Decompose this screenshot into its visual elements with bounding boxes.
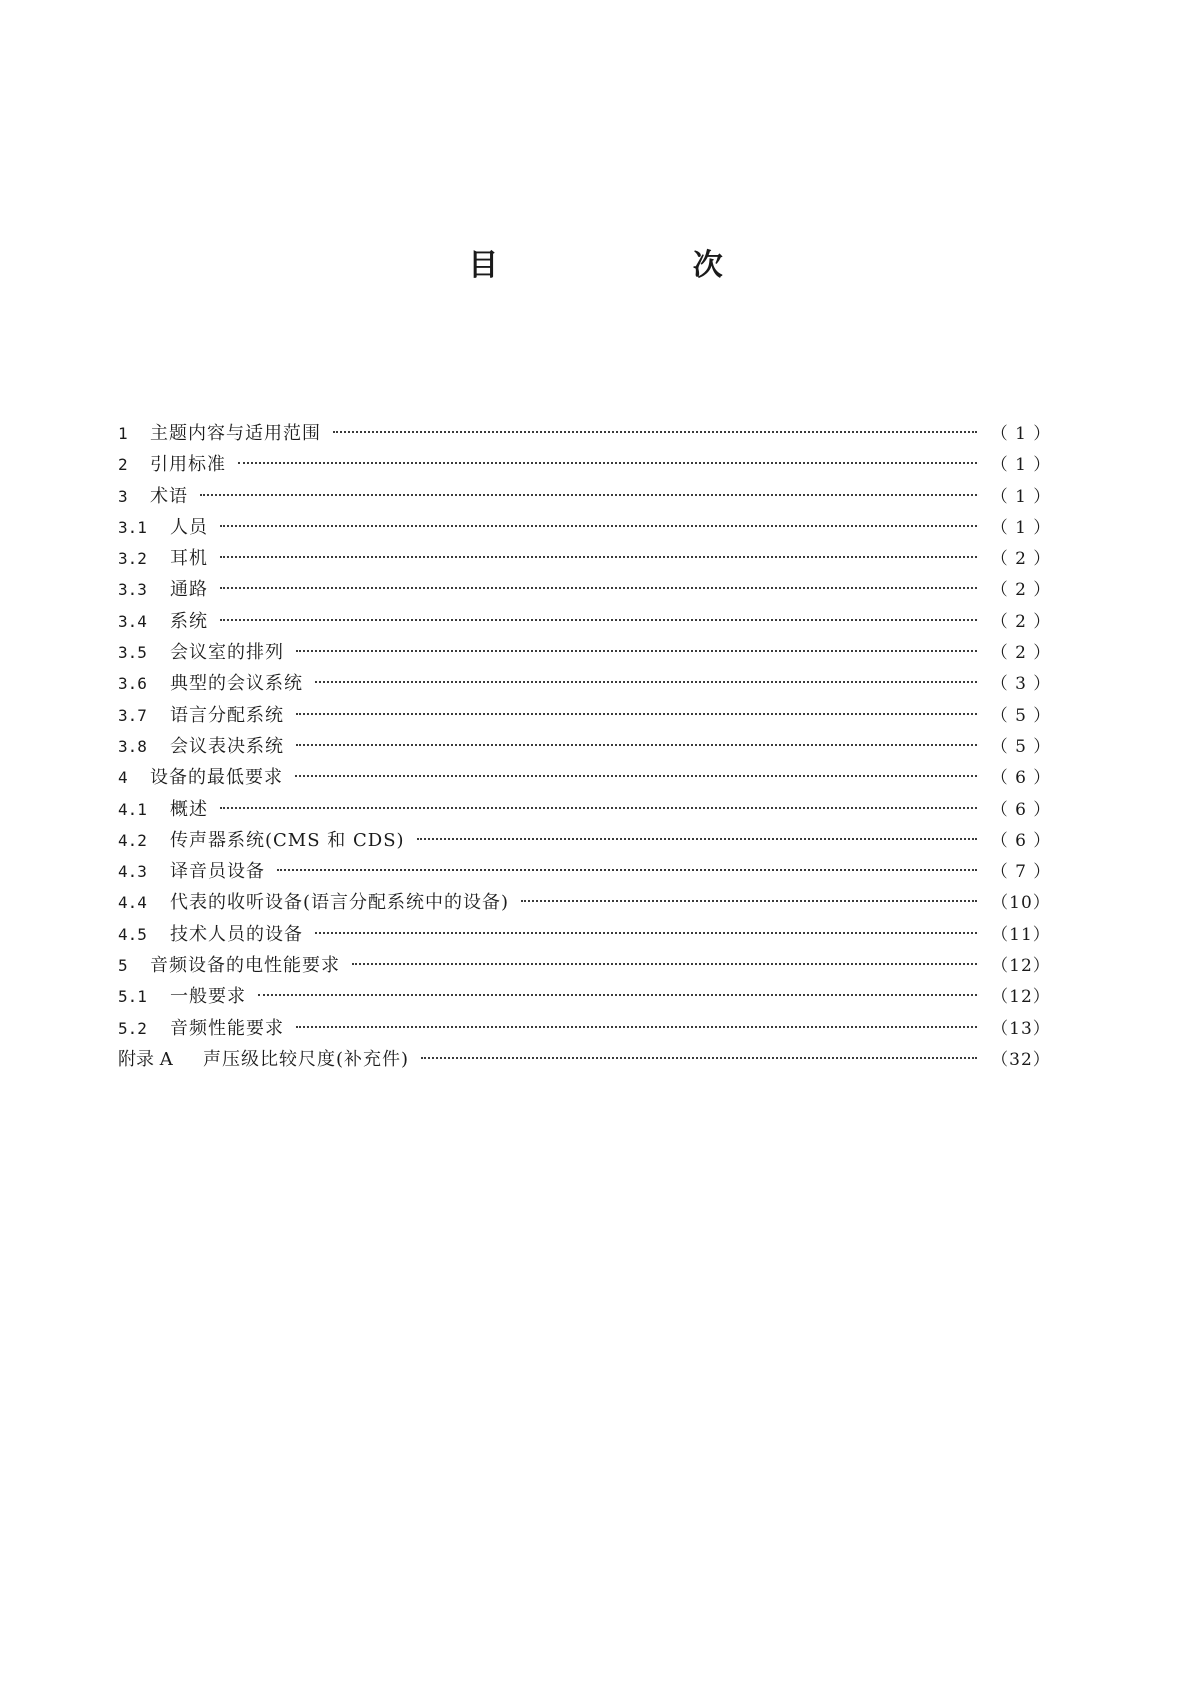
toc-entry-number: 5.2	[118, 1018, 147, 1038]
dot-leader	[333, 431, 977, 433]
toc-entry[interactable]	[118, 637, 1053, 668]
toc-entry-page: （ 2 ）	[990, 611, 1052, 632]
toc-entry-page: （11）	[991, 924, 1051, 945]
toc-entry[interactable]	[118, 981, 1053, 1012]
dot-leader	[220, 587, 977, 589]
toc-entry-page: （ 1 ）	[990, 517, 1052, 538]
toc-entry-number: 3.8	[118, 736, 147, 756]
dot-leader	[315, 932, 977, 934]
toc-entry-label: 系统	[170, 610, 208, 632]
toc-entry-page: （ 2 ）	[990, 580, 1052, 601]
toc-entry-number: 3.6	[118, 674, 147, 694]
toc-entry-page: （ 7 ）	[990, 862, 1052, 883]
dot-leader	[277, 869, 977, 871]
toc-entry-number: 5	[118, 956, 128, 976]
dot-leader	[220, 525, 977, 527]
toc-entry-number: 3	[118, 486, 128, 506]
toc-entry-page: （32）	[991, 1049, 1051, 1070]
dot-leader	[352, 963, 977, 965]
dot-leader	[315, 681, 977, 683]
dot-leader	[521, 900, 977, 902]
dot-leader	[295, 775, 977, 777]
dot-leader	[421, 1057, 977, 1059]
toc-entry[interactable]	[118, 574, 1053, 605]
toc-entry-label: 译音员设备	[170, 861, 265, 883]
toc-entry[interactable]	[118, 825, 1053, 856]
dot-leader	[258, 994, 977, 996]
toc-entry-label: 通路	[170, 579, 208, 601]
toc-entry-number: 4.1	[118, 799, 147, 819]
toc-entry-page: （ 6 ）	[990, 830, 1052, 851]
toc-entry[interactable]	[118, 449, 1053, 480]
dot-leader	[296, 650, 977, 652]
toc-entry-page: （ 5 ）	[990, 705, 1052, 726]
table-of-contents	[118, 418, 1053, 1075]
toc-entry[interactable]	[118, 606, 1053, 637]
toc-entry-number: 4.3	[118, 862, 147, 882]
toc-entry[interactable]	[118, 512, 1053, 543]
toc-entry[interactable]	[118, 887, 1053, 918]
dot-leader	[296, 1026, 977, 1028]
toc-entry[interactable]	[118, 481, 1053, 512]
toc-entry-label: 会议表决系统	[170, 735, 284, 757]
toc-entry-number: 3.2	[118, 549, 147, 569]
toc-entry-page: （13）	[991, 1018, 1051, 1039]
toc-entry-label: 传声器系统(CMS 和 CDS)	[170, 829, 405, 851]
dot-leader	[238, 462, 977, 464]
toc-entry-label: 技术人员的设备	[170, 923, 303, 945]
dot-leader	[296, 713, 977, 715]
toc-entry-label: 音频性能要求	[170, 1017, 284, 1039]
toc-entry-label: 声压级比较尺度(补充件)	[203, 1048, 410, 1070]
toc-entry-number: 3.1	[118, 517, 147, 537]
toc-entry-page: （12）	[991, 987, 1051, 1008]
toc-entry-label: 会议室的排列	[170, 642, 284, 664]
toc-entry-label: 耳机	[170, 548, 208, 570]
page-title: 目 次	[468, 248, 815, 283]
toc-entry[interactable]	[118, 700, 1053, 731]
toc-entry-number: 1	[118, 424, 128, 443]
toc-entry-page: （ 3 ）	[990, 674, 1052, 695]
toc-entry[interactable]	[118, 543, 1053, 574]
toc-entry-page: （ 2 ）	[990, 643, 1052, 664]
toc-entry-number: 3.3	[118, 580, 147, 600]
toc-entry-number: 3.4	[118, 611, 147, 631]
toc-entry-label: 主题内容与适用范围	[150, 423, 321, 444]
toc-entry-number: 4.5	[118, 924, 147, 944]
toc-entry-page: （ 6 ）	[990, 768, 1052, 789]
dot-leader	[296, 744, 977, 746]
toc-entry-label: 典型的会议系统	[170, 673, 303, 695]
toc-entry-label: 人员	[170, 516, 208, 538]
toc-entry-label: 概述	[170, 798, 208, 820]
toc-entry[interactable]	[118, 856, 1053, 887]
toc-entry-label: 引用标准	[150, 454, 226, 476]
toc-entry-number: 3.5	[118, 643, 147, 663]
toc-entry-page: （10）	[991, 893, 1051, 914]
toc-entry[interactable]	[118, 762, 1053, 793]
toc-entry-page: （ 1 ）	[990, 486, 1052, 507]
toc-entry[interactable]	[118, 919, 1053, 950]
toc-entry[interactable]	[118, 668, 1053, 699]
dot-leader	[220, 619, 977, 621]
toc-entry-page: （12）	[991, 956, 1051, 977]
dot-leader	[200, 494, 977, 496]
toc-entry-label: 音频设备的电性能要求	[150, 955, 340, 977]
toc-entry-label: 设备的最低要求	[150, 767, 283, 789]
toc-entry-label: 术语	[150, 485, 188, 507]
toc-entry-label: 一般要求	[170, 986, 246, 1008]
toc-entry[interactable]	[118, 731, 1053, 762]
dot-leader	[220, 807, 977, 809]
toc-entry-number: 5.1	[118, 987, 147, 1007]
toc-entry[interactable]	[118, 418, 1053, 449]
toc-entry-number: 2	[118, 455, 128, 475]
toc-entry-number: 4.4	[118, 893, 147, 913]
toc-entry-label: 代表的收听设备(语言分配系统中的设备)	[170, 892, 510, 914]
toc-entry[interactable]	[118, 1044, 1053, 1075]
toc-entry-page: （ 1 ）	[990, 424, 1052, 444]
toc-entry-page: （ 5 ）	[990, 736, 1052, 757]
toc-entry-label: 语言分配系统	[170, 704, 284, 726]
toc-entry-page: （ 6 ）	[990, 799, 1052, 820]
toc-entry-page: （ 1 ）	[990, 455, 1052, 476]
toc-entry-number: 附录 A	[118, 1048, 173, 1070]
toc-entry-number: 4	[118, 768, 128, 788]
dot-leader	[220, 556, 977, 558]
toc-entry-number: 3.7	[118, 705, 147, 725]
toc-entry[interactable]	[118, 794, 1053, 825]
dot-leader	[417, 838, 977, 840]
toc-entry-number: 4.2	[118, 830, 147, 850]
toc-entry[interactable]	[118, 1013, 1053, 1044]
toc-entry-page: （ 2 ）	[990, 549, 1052, 570]
toc-entry[interactable]	[118, 950, 1053, 981]
